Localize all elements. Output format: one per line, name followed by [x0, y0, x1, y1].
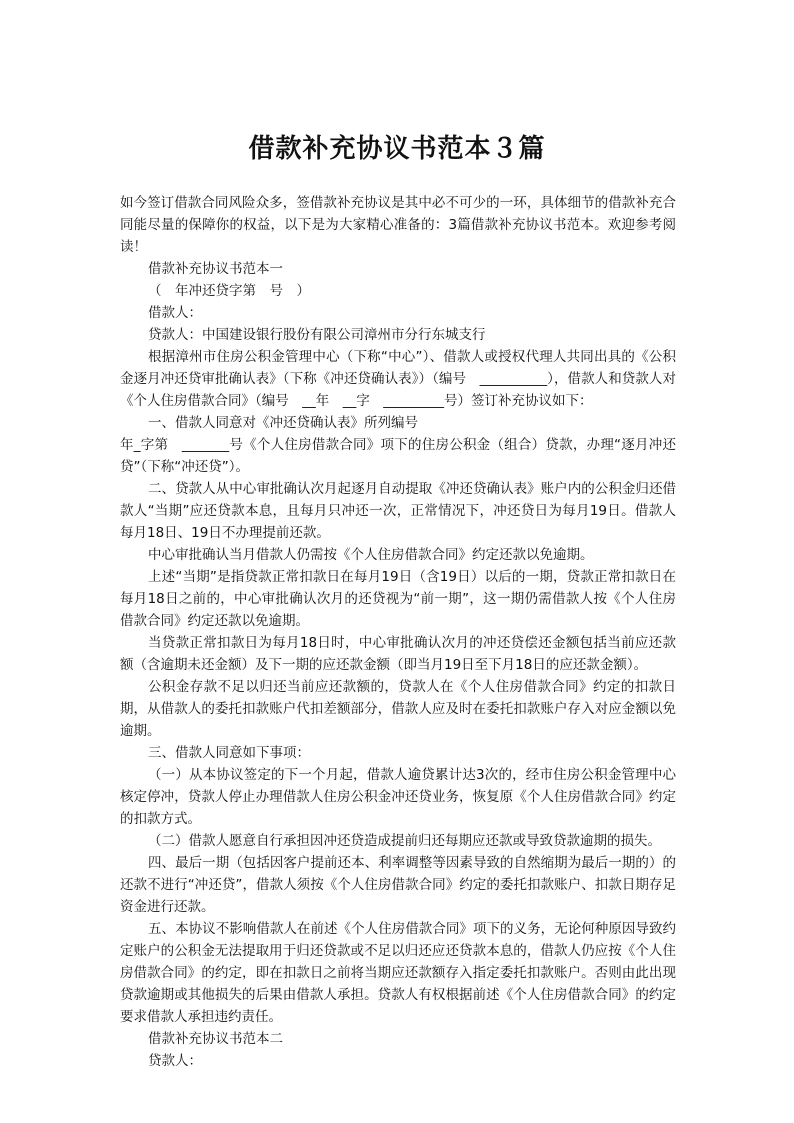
clause-paragraph: 五、本协议不影响借款人在前述《个人住房借款合同》项下的义务，无论何种原因导致约定账户的公积金无法提取用于归还贷款或不足以归还应还贷款本息的，借款人仍应按《个人住房借款合同》的约定，即在扣款日之前将当期应还款额存入指定委托扣款账户。否则由此出现贷款逾期或其他损失的后果由借款人承担。贷款人有权根据前述《个人住房借款合同》的约定要求借款人承担违约责任。 — [120, 921, 676, 1025]
document-number-line: （ 年冲还贷字第 号 ） — [148, 283, 310, 299]
clause-heading: 一、借款人同意对《冲还贷确认表》所列编号 — [148, 415, 418, 431]
sub-clause-paragraph: （一）从本协议签定的下一个月起，借款人逾贷累计达3次的，经市住房公积金管理中心核定停冲，贷款人停止办理借款人住房公积金冲还贷业务，恢复原《个人住房借款合同》约定的扣款方式。 — [120, 767, 676, 827]
document-body — [120, 192, 676, 1072]
sub-clause-paragraph: （二）借款人愿意自行承担因冲还贷造成提前归还每期应还款或导致贷款逾期的损失。 — [148, 833, 661, 849]
document-title: 借款补充协议书范本３篇 — [248, 134, 546, 164]
body-paragraph: 年_字第 _______号《个人住房借款合同》项下的住房公积金（组合）贷款，办理“逐月冲还贷”（下称“冲还贷”）。 — [120, 437, 676, 475]
intro-paragraph: 如今签订借款合同风险众多，签借款补充协议是其中必不可少的一环，具体细节的借款补充合同能尽量的保障你的权益，以下是为大家精心准备的：3篇借款补充协议书范本。欢迎参考阅读！ — [120, 195, 676, 255]
section-heading: 借款补充协议书范本一 — [148, 261, 283, 277]
clause-heading: 三、借款人同意如下事项： — [148, 745, 310, 761]
body-paragraph: 当贷款正常扣款日为每月18日时，中心审批确认次月的冲还贷偿还金额包括当前应还款额（含逾期未还金额）及下一期的应还款金额（即当月19日至下月18日的应还款金额）。 — [120, 635, 676, 673]
clause-paragraph: 四、最后一期（包括因客户提前还本、利率调整等因素导致的自然缩期为最后一期的）的还款不进行“冲还贷”，借款人须按《个人住房借款合同》约定的委托扣款账户、扣款日期存足资金进行还款。 — [120, 855, 676, 915]
borrower-line: 借款人： — [148, 305, 202, 321]
lender-line: 贷款人：中国建设银行股份有限公司漳州市分行东城支行 — [148, 327, 486, 343]
body-paragraph: 中心审批确认当月借款人仍需按《个人住房借款合同》约定还款以免逾期。 — [148, 547, 594, 563]
body-paragraph: 上述“当期”是指贷款正常扣款日在每月19日（含19日）以后的一期，贷款正常扣款日在每月18日之前的，中心审批确认次月的还贷视为“前一期”，这一期仍需借款人按《个人住房借款合同》约定还款以免逾期。 — [120, 569, 676, 629]
clause-paragraph: 二、贷款人从中心审批确认次月起逐月自动提取《冲还贷确认表》账户内的公积金归还借款人“当期”应还贷款本息，且每月只冲还一次，正常情况下，冲还贷日为每月19日。借款人每月18日、19日不办理提前还款。 — [120, 481, 676, 541]
body-paragraph: 根据漳州市住房公积金管理中心（下称“中心”）、借款人或授权代理人共同出具的《公积金逐月冲还贷审批确认表》（下称《冲还贷确认表》）（编号 __________），借款人和贷款人对《个人住房借款合同》（编号 __年 __字 _________号）签订补充协议如下： — [120, 349, 676, 409]
lender-line: 贷款人： — [148, 1053, 202, 1069]
section-heading: 借款补充协议书范本二 — [148, 1031, 283, 1047]
body-paragraph: 公积金存款不足以归还当前应还款额的，贷款人在《个人住房借款合同》约定的扣款日期，从借款人的委托扣款账户代扣差额部分，借款人应及时在委托扣款账户存入对应金额以免逾期。 — [120, 679, 676, 739]
